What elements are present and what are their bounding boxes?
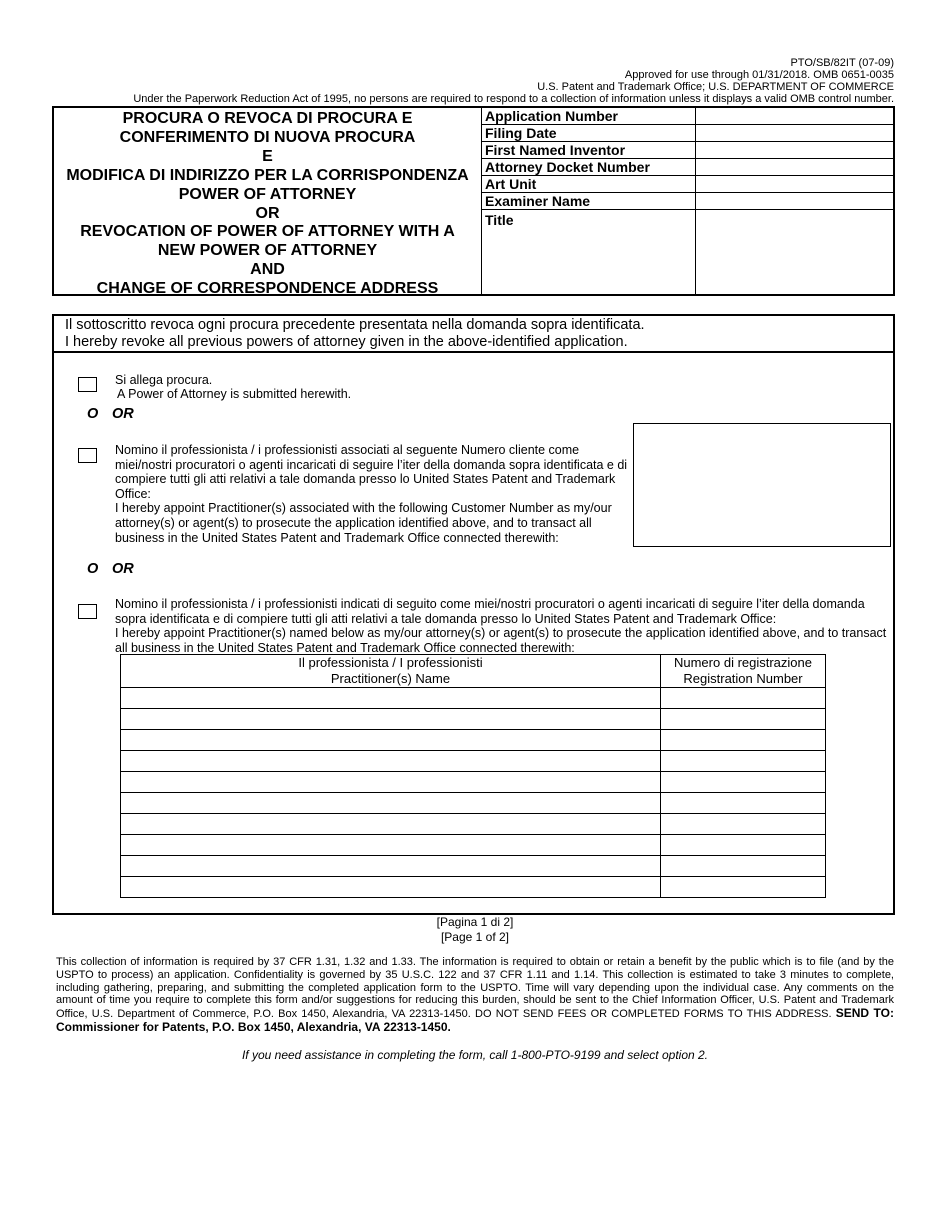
registration-number-cell[interactable] — [661, 688, 826, 709]
revocation-it: Il sottoscritto revoca ogni procura precedente presentata nella domanda sopra identificata. — [65, 317, 645, 333]
burden-statement-body: This collection of information is required by 37 CFR 1.31, 1.32 and 1.33. The information is required to obtain or retain a benefit by the public which is to file (and by the USPTO to process) an application. Confidentiality is governed by 35 U.S.C. 122 and 37 CFR 1.11 and 1.14. This collection is estimated to take 3 minutes to complete, including gathering, preparing, and submitting the completed application form to the USPTO. Time will vary depending upon the individual case. Any comments on the amount of time you require to complete this form and/or suggestions for reducing this burden, should be sent to the Chief Information Officer, U.S. Patent and Trademark Office, U.S. Department of Commerce, P.O. Box 1450, Alexandria, VA 22313-1450. DO NOT SEND FEES OR COMPLETED FORMS TO THIS ADDRESS. — [56, 956, 894, 1021]
text-line: Nomino il professionista / i professionisti indicati di seguito come miei/nostri procuratori o agenti incaricati di seguire l’iter della domanda — [115, 597, 865, 611]
table-row — [121, 877, 826, 898]
first-named-inventor-input[interactable] — [695, 142, 893, 158]
option-poa-attached-it: Si allega procura. — [115, 373, 213, 387]
art-unit-input[interactable] — [695, 176, 893, 192]
table-row — [121, 730, 826, 751]
omb-approval: Approved for use through 01/31/2018. OMB 0651-0035 — [624, 69, 894, 81]
registration-number-cell[interactable] — [661, 793, 826, 814]
registration-number-cell[interactable] — [661, 709, 826, 730]
title-line: MODIFICA DI INDIRIZZO PER LA CORRISPONDENZA — [66, 166, 469, 184]
identification-box — [52, 106, 895, 296]
header-line: Il professionista / I professionisti — [298, 655, 483, 670]
examiner-name-input[interactable] — [695, 193, 893, 209]
application-fields — [482, 108, 893, 294]
agency-line: U.S. Patent and Trademark Office; U.S. DEPARTMENT OF COMMERCE — [537, 81, 894, 93]
title-input[interactable] — [695, 210, 893, 294]
appointment-section — [52, 314, 895, 915]
practitioner-name-cell[interactable] — [121, 709, 661, 730]
field-label: Examiner Name — [485, 193, 591, 209]
page-number-it: [Pagina 1 di 2] — [436, 915, 514, 929]
title-line: E — [262, 147, 273, 165]
application-number-input[interactable] — [695, 108, 893, 124]
header-line: Numero di registrazione — [673, 655, 812, 670]
page-number-en: [Page 1 of 2] — [440, 930, 510, 944]
table-row — [121, 709, 826, 730]
option-customer-number-text — [115, 443, 630, 545]
table-row — [121, 751, 826, 772]
field-label: Title — [485, 212, 514, 228]
option-customer-number-checkbox[interactable] — [78, 448, 97, 463]
title-line: AND — [250, 261, 285, 279]
practitioner-name-cell[interactable] — [121, 730, 661, 751]
practitioner-name-cell[interactable] — [121, 751, 661, 772]
practitioner-name-cell[interactable] — [121, 793, 661, 814]
or-separator-en: OR — [112, 406, 134, 422]
header-line: Registration Number — [683, 671, 803, 686]
filing-date-input[interactable] — [695, 125, 893, 141]
practitioner-name-cell[interactable] — [121, 835, 661, 856]
table-row — [121, 772, 826, 793]
practitioner-name-cell[interactable] — [121, 688, 661, 709]
or-separator-it: O — [87, 406, 99, 422]
attorney-docket-number-input[interactable] — [695, 159, 893, 175]
field-application-number — [482, 108, 893, 125]
practitioner-name-cell[interactable] — [121, 814, 661, 835]
field-examiner-name — [482, 193, 893, 210]
registration-number-cell[interactable] — [661, 835, 826, 856]
table-row — [121, 814, 826, 835]
text-line: Office: — [115, 486, 151, 501]
field-label: Attorney Docket Number — [485, 159, 650, 175]
practitioner-name-cell[interactable] — [121, 877, 661, 898]
field-label: Application Number — [485, 108, 619, 124]
field-filing-date — [482, 125, 893, 142]
title-line: CONFERIMENTO DI NUOVA PROCURA — [119, 128, 416, 146]
text-line: business in the United States Patent and Trademark Office connected therewith: — [115, 530, 559, 545]
option-poa-attached-en: A Power of Attorney is submitted herewith. — [117, 387, 352, 401]
paperwork-reduction-notice: Under the Paperwork Reduction Act of 1995, no persons are required to respond to a collection of information unless it displays a valid OMB control number. — [133, 93, 894, 105]
option-named-practitioners-text — [115, 597, 890, 655]
registration-number-cell[interactable] — [661, 856, 826, 877]
table-row — [121, 856, 826, 877]
assistance-note: If you need assistance in completing the form, call 1-800-PTO-9199 and select option 2. — [241, 1048, 709, 1062]
practitioner-name-cell[interactable] — [121, 772, 661, 793]
practitioners-table — [120, 654, 826, 898]
text-line: attorney(s) or agent(s) to prosecute the application identified above, and to transact all — [115, 515, 592, 530]
field-art-unit — [482, 176, 893, 193]
revocation-en: I hereby revoke all previous powers of attorney given in the above-identified application. — [65, 334, 628, 350]
form-title — [54, 108, 482, 298]
title-line: OR — [255, 204, 280, 222]
registration-number-cell[interactable] — [661, 772, 826, 793]
title-line: PROCURA O REVOCA DI PROCURA E — [122, 110, 413, 127]
registration-number-cell[interactable] — [661, 877, 826, 898]
practitioner-name-header — [121, 655, 661, 688]
title-line: CHANGE OF CORRESPONDENCE ADDRESS — [96, 280, 439, 298]
option-named-practitioners-checkbox[interactable] — [78, 604, 97, 619]
revocation-statement — [54, 316, 893, 353]
field-label: First Named Inventor — [485, 142, 626, 158]
text-line: all business in the United States Patent and Trademark Office connected therewith: — [115, 640, 575, 655]
or-separator-en: OR — [112, 561, 134, 577]
form-id: PTO/SB/82IT (07-09) — [790, 57, 894, 69]
table-row — [121, 793, 826, 814]
text-line: Nomino il professionista / i professionisti associati al seguente Numero cliente come — [115, 443, 580, 457]
or-separator-it: O — [87, 561, 99, 577]
table-row — [121, 835, 826, 856]
title-line: NEW POWER OF ATTORNEY — [157, 242, 378, 260]
title-line: REVOCATION OF POWER OF ATTORNEY WITH A — [80, 223, 455, 241]
option-poa-attached-checkbox[interactable] — [78, 377, 97, 392]
table-header-row — [121, 655, 826, 688]
practitioner-name-cell[interactable] — [121, 856, 661, 877]
send-to-address: SEND TO: Commissioner for Patents, P.O. Box 1450, Alexandria, VA 22313-1450. — [56, 1006, 894, 1034]
text-line: compiere tutti gli atti relativi a tale domanda presso lo United States Patent and Trademark — [115, 472, 616, 487]
header-line: Practitioner(s) Name — [330, 671, 451, 686]
registration-number-header — [661, 655, 826, 688]
text-line: sopra identificata e di compiere tutti gli atti relativi a tale domanda presso lo United States Patent and Trademark Office: — [115, 611, 777, 626]
field-title — [482, 210, 893, 294]
field-first-named-inventor — [482, 142, 893, 159]
title-line: POWER OF ATTORNEY — [178, 185, 357, 203]
text-line: I hereby appoint Practitioner(s) named below as my/our attorney(s) or agent(s) to prosecute the application identified above, and to transact — [115, 626, 887, 641]
field-label: Art Unit — [485, 176, 537, 192]
field-attorney-docket-number — [482, 159, 893, 176]
registration-number-cell[interactable] — [661, 814, 826, 835]
table-row — [121, 688, 826, 709]
burden-statement — [56, 956, 894, 1035]
text-line: miei/nostri procuratori o agenti incaricati di seguire l’iter della domanda sopra identificata e di — [115, 457, 628, 472]
field-label: Filing Date — [485, 125, 557, 141]
customer-number-input[interactable] — [633, 423, 891, 547]
text-line: I hereby appoint Practitioner(s) associated with the following Customer Number as my/our — [115, 501, 612, 516]
registration-number-cell[interactable] — [661, 730, 826, 751]
registration-number-cell[interactable] — [661, 751, 826, 772]
